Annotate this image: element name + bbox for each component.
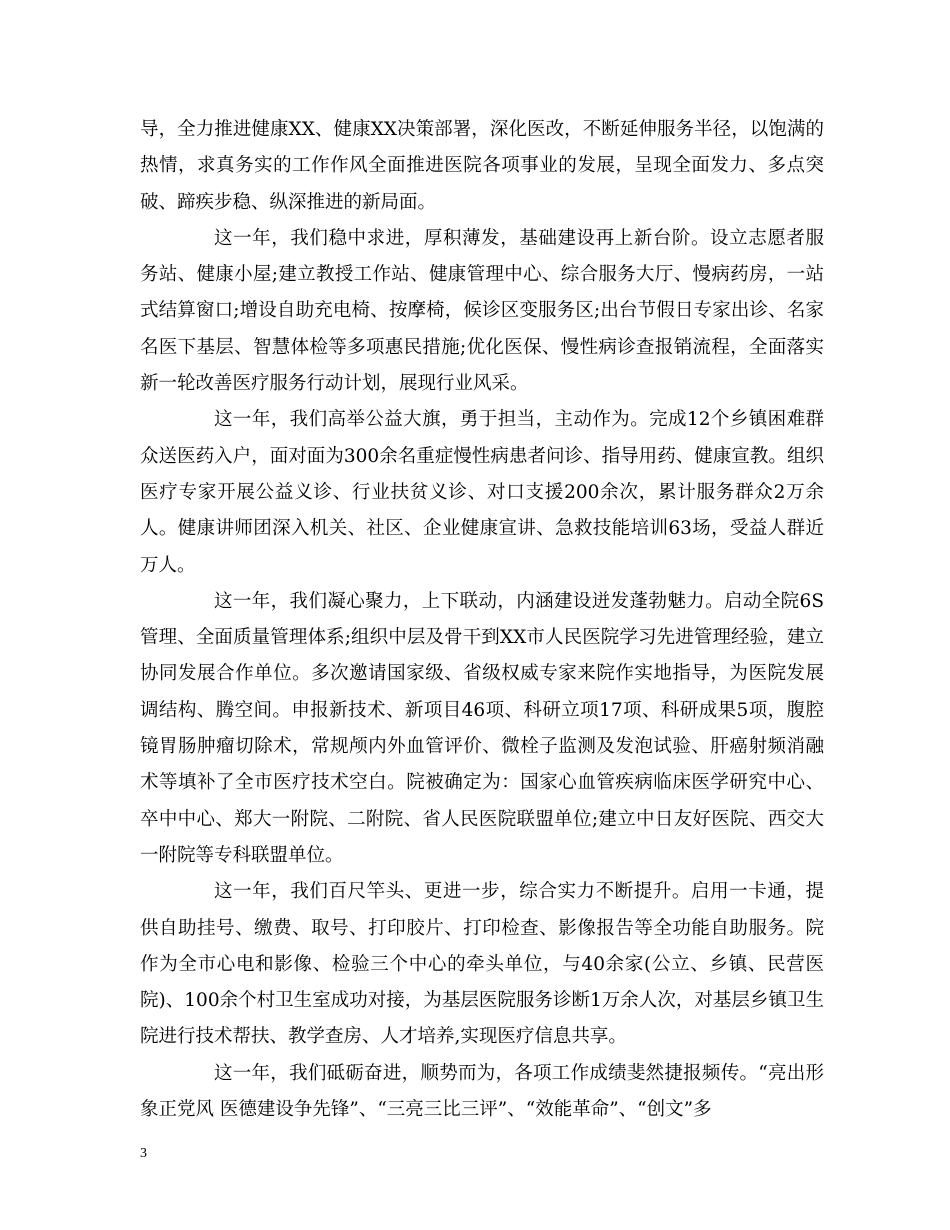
paragraph-strength-improvement: 这一年，我们百尺竿头、更进一步，综合实力不断提升。启用一卡通，提供自助挂号、缴费、取号、打印胶片、打印检查、影像报告等全功能自助服务。院作为全市心电和影像、检验三个中心的牵头单位，与40余家(公立、乡镇、民营医院)、100余个村卫生室成功对接，为基层医院服务诊断1万余人次，对基层乡镇卫生院进行技术帮扶、教学查房、人才培养,实现医疗信息共享。 (140, 881, 824, 1048)
page-number: 3 (140, 1146, 147, 1161)
paragraph-continuation: 导，全力推进健康XX、健康XX决策部署，深化医改，不断延伸服务半径，以饱满的热情，求真务实的工作作风全面推进医院各项事业的发展，呈现全面发力、多点突破、蹄疾步稳、纵深推进的新局面。 (140, 119, 824, 213)
paragraph-public-welfare: 这一年，我们高举公益大旗，勇于担当，主动作为。完成12个乡镇困难群众送医药入户，面对面为300余名重症慢性病患者问诊、指导用药、健康宣教。组织医疗专家开展公益义诊、行业扶贫义诊、对口支援200余次，累计服务群众2万余人。健康讲师团深入机关、社区、企业健康宣讲、急救技能培训63场，受益人群近万人。 (140, 409, 824, 576)
paragraph-achievements: 这一年，我们砥砺奋进，顺势而为，各项工作成绩斐然捷报频传。“亮出形象正党风 医德建设争先锋”、“三亮三比三评”、“效能革命”、“创文”多 (140, 1062, 824, 1121)
document-body (140, 112, 824, 1128)
paragraph-internal-development: 这一年，我们凝心聚力，上下联动，内涵建设迸发蓬勃魅力。启动全院6S管理、全面质量管理体系;组织中层及骨干到XX市人民医院学习先进管理经验，建立协同发展合作单位。多次邀请国家级、省级权威专家来院作实地指导，为医院发展调结构、腾空间。申报新技术、新项目46项、科研立项17项、科研成果5项，腹腔镜胃肠肿瘤切除术，常规颅内外血管评价、微栓子监测及发泡试验、肝癌射频消融术等填补了全市医疗技术空白。院被确定为：国家心血管疾病临床医学研究中心、卒中中心、郑大一附院、二附院、省人民医院联盟单位;建立中日友好医院、西交大一附院等专科联盟单位。 (140, 590, 824, 866)
paragraph-infrastructure: 这一年，我们稳中求进，厚积薄发，基础建设再上新台阶。设立志愿者服务站、健康小屋;建立教授工作站、健康管理中心、综合服务大厅、慢病药房，一站式结算窗口;增设自助充电椅、按摩椅，候诊区变服务区;出台节假日专家出诊、名家名医下基层、智慧体检等多项惠民措施;优化医保、慢性病诊查报销流程，全面落实新一轮改善医疗服务行动计划，展现行业风采。 (140, 227, 824, 395)
